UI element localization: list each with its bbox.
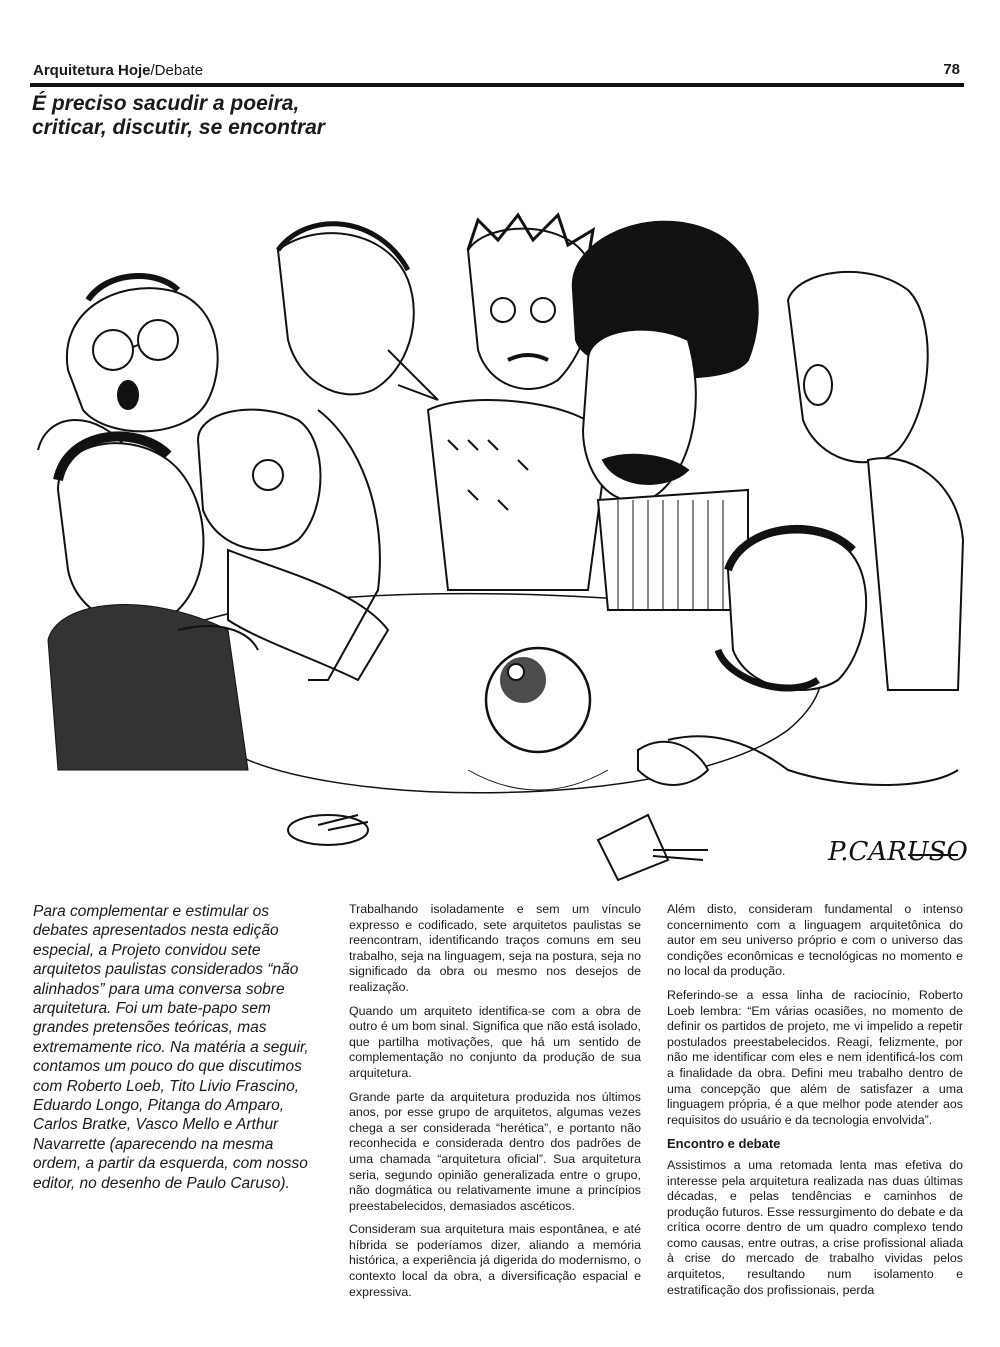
body-column-3 — [667, 902, 963, 1306]
section-label — [33, 62, 203, 79]
figure-1 — [38, 276, 218, 450]
paragraph: Assistimos a uma retomada lenta mas efetiva do interesse pela arquitetura realizada nas duas últimas décadas, e pelas tendências e caminhos de produção futuros. Esse ressurgimento do debate e da crítica ocorre dentro de um quadro complexo tendo como causas, entre outras, a crise profissional aliada à crise do mercado de trabalho vividas pelos arquitetos, resultando num isolamento e estratificação dos profissionais, perda — [667, 1157, 963, 1297]
body-column-2 — [349, 902, 641, 1308]
paragraph: Trabalhando isoladamente e sem um vínculo expresso e codificado, sete arquitetos paulistas se reencontram, identificando traços comuns em seu trabalho, seja na linguagem, seja na postura, seja no significado da obra ou mesmo nos desejos de realização. — [349, 902, 641, 994]
crystal-ball — [468, 648, 608, 790]
subheading: Encontro e debate — [667, 1136, 781, 1152]
paragraph: Referindo-se a essa linha de raciocínio, Roberto Loeb lembra: “Em várias ocasiões, no momento de definir os partidos de projeto, me vi impelido a repetir postulados preestabelecidos. Reagi, felizmente, por não me identificar com eles e nem identificá-los com a finalidade da obra. Defini meu trabalho dentro de uma concepção que além de satisfazer a uma linguagem própria, é a que melhor pode atender aos requisitos do usuário e da tecnologia envolvida”. — [667, 987, 963, 1127]
header-rule — [30, 83, 964, 87]
ashtray — [288, 815, 368, 845]
paragraph: Além disto, consideram fundamental o intenso concernimento com a linguagem arquitetônica do autor em seu universo próprio e com o universo das condições econômicas e tecnológicas no momento e no local da produção. — [667, 902, 963, 979]
intro-text: Para complementar e estimular os debates apresentados nesta edição especial, a Projeto convidou sete arquitetos paulistas considerados “não alinhados” para uma conversa sobre arquitetura. Foi um bate-papo sem grandes pretensões teóricas, mas extremamente rico. Na matéria a seguir, contamos um pouco do que discutimos com Roberto Loeb, Tito Livio Frascino, Eduardo Longo, Pitanga do Amparo, Carlos Bratke, Vasco Mello e Arthur Navarrette (aparecendo na mesma ordem, a partir da esquerda, com nosso editor, no desenho de Paulo Caruso). — [33, 903, 309, 1192]
page-number: 78 — [943, 61, 960, 78]
paragraph: Quando um arquiteto identifica-se com a obra de outro é um bom sinal. Significa que não está isolado, que partilha motivações, que há um sentido de complementação no conjunto da produção de sua arquitetura. — [349, 1003, 641, 1080]
paragraph: Grande parte da arquitetura produzida nos últimos anos, por esse grupo de arquitetos, algumas vezes chega a ser considerada “herética”, e portanto não reconhecida e considerada dentro dos padrões de uma chamada “arquitetura oficial”. Sua arquitetura seria, segundo opinião generalizada entre o grupo, não dogmática ou relativamente imune a princípios preestabelecidos, demasiados ascéticos. — [349, 1089, 641, 1213]
section-label-bold: Arquitetura Hoje — [33, 62, 151, 79]
caricature-illustration — [28, 210, 976, 895]
page-header — [30, 60, 964, 82]
artist-signature: P.CARUSO — [828, 837, 968, 867]
section-label-rest: /Debate — [150, 62, 204, 79]
figure-6 — [573, 222, 758, 610]
paragraph: Consideram sua arquitetura mais espontânea, e até híbrida se poderíamos dizer, aliando a memória histórica, a experiência já digerida do modernismo, o contexto local da obra, a diversificação espacial e expressiva. — [349, 1222, 641, 1299]
cigarette-pack — [598, 815, 708, 880]
headline: É preciso sacudir a poeira, criticar, discutir, se encontrar — [32, 92, 325, 139]
